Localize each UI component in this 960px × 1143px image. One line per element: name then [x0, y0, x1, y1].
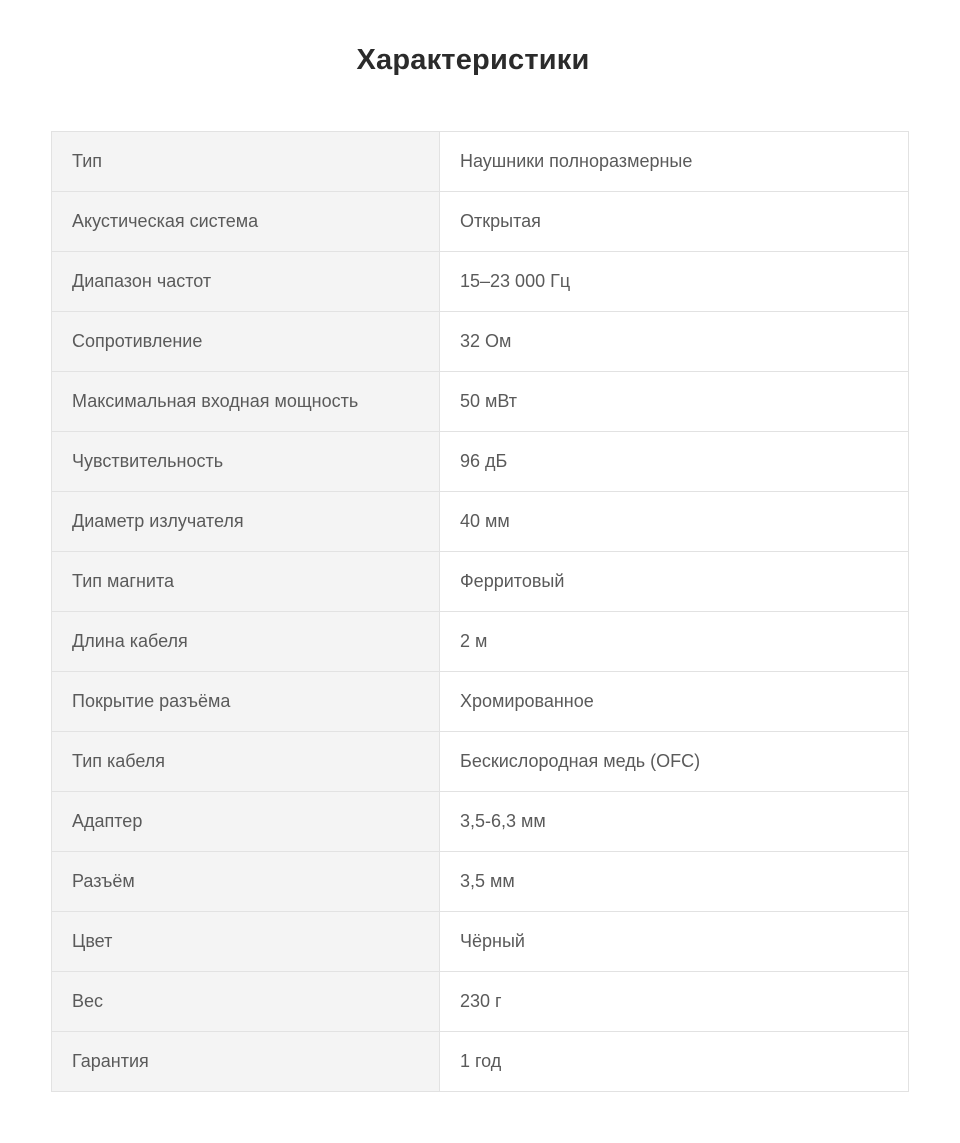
table-row — [52, 792, 909, 852]
spec-name: Покрытие разъёма — [52, 672, 440, 732]
spec-name: Длина кабеля — [52, 612, 440, 672]
spec-value: 15–23 000 Гц — [440, 252, 909, 312]
spec-name: Максимальная входная мощность — [52, 372, 440, 432]
spec-name: Тип — [52, 132, 440, 192]
spec-value: 3,5 мм — [440, 852, 909, 912]
table-row — [52, 432, 909, 492]
spec-value: 230 г — [440, 972, 909, 1032]
table-row — [52, 732, 909, 792]
table-row — [52, 312, 909, 372]
table-row — [52, 492, 909, 552]
spec-value: 96 дБ — [440, 432, 909, 492]
table-row — [52, 852, 909, 912]
spec-name: Тип магнита — [52, 552, 440, 612]
table-row — [52, 372, 909, 432]
spec-value: 2 м — [440, 612, 909, 672]
spec-value: 3,5-6,3 мм — [440, 792, 909, 852]
table-row — [52, 192, 909, 252]
spec-name: Сопротивление — [52, 312, 440, 372]
spec-name: Тип кабеля — [52, 732, 440, 792]
spec-name: Диапазон частот — [52, 252, 440, 312]
spec-value: 50 мВт — [440, 372, 909, 432]
spec-value: 32 Ом — [440, 312, 909, 372]
spec-name: Вес — [52, 972, 440, 1032]
table-row — [52, 552, 909, 612]
spec-value: Ферритовый — [440, 552, 909, 612]
spec-name: Адаптер — [52, 792, 440, 852]
spec-name: Цвет — [52, 912, 440, 972]
spec-value: 40 мм — [440, 492, 909, 552]
table-row — [52, 972, 909, 1032]
spec-name: Чувствительность — [52, 432, 440, 492]
table-row — [52, 912, 909, 972]
page-title: Характеристики — [356, 44, 590, 76]
spec-value: Наушники полноразмерные — [440, 132, 909, 192]
spec-value: 1 год — [440, 1032, 909, 1092]
spec-name: Диаметр излучателя — [52, 492, 440, 552]
spec-name: Разъём — [52, 852, 440, 912]
spec-name: Акустическая система — [52, 192, 440, 252]
table-row — [52, 132, 909, 192]
spec-value: Бескислородная медь (OFC) — [440, 732, 909, 792]
table-row — [52, 672, 909, 732]
table-row — [52, 1032, 909, 1092]
spec-value: Открытая — [440, 192, 909, 252]
spec-table — [51, 131, 909, 1092]
table-row — [52, 612, 909, 672]
spec-name: Гарантия — [52, 1032, 440, 1092]
table-row — [52, 252, 909, 312]
spec-value: Хромированное — [440, 672, 909, 732]
spec-value: Чёрный — [440, 912, 909, 972]
